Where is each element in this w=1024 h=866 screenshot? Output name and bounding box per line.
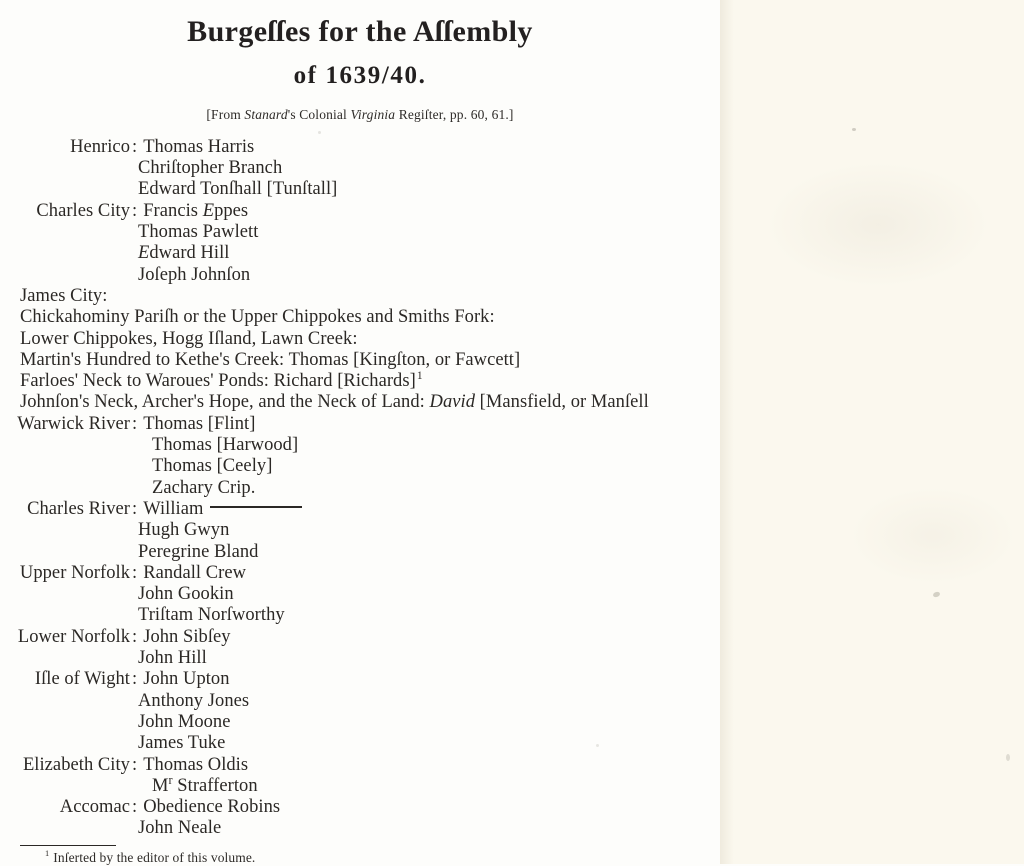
entry-name-continuation (0, 691, 720, 712)
entry-name-continuation (0, 265, 720, 286)
place-text: James City: (20, 285, 108, 306)
footnote (0, 846, 720, 866)
entry-name-italic: E (138, 243, 150, 264)
source-citation (0, 91, 720, 123)
burgess-name: Thomas [Ceely] (152, 456, 273, 477)
entry-name-continuation (0, 243, 720, 264)
entry-locality (0, 797, 720, 818)
entry-name-continuation (0, 456, 720, 477)
entry-name-continuation (0, 772, 720, 797)
entry-locality (0, 669, 720, 690)
locality-colon: : (132, 498, 138, 519)
footnote-marker: 1 (45, 849, 50, 859)
entry-name-continuation (0, 435, 720, 456)
burgess-name: John Upton (143, 669, 230, 690)
burgess-name: John Gookin (138, 584, 234, 605)
burgess-name: Joſeph Johnſon (138, 264, 251, 285)
burgess-name: Chriſtopher Branch (138, 158, 283, 179)
source-prefix: [From (206, 106, 245, 122)
burgess-name: John Hill (138, 648, 207, 669)
burgess-name: John Sibſey (143, 626, 231, 647)
entry-name-continuation (0, 648, 720, 669)
entry-locality (0, 755, 720, 776)
source-author: Stanard (244, 106, 288, 122)
burgess-name: Obedience Robins (143, 797, 281, 818)
burgess-name: Hugh Gwyn (138, 520, 230, 541)
source-suffix: Regiſter, pp. 60, 61.] (395, 106, 514, 122)
entry-place-line (0, 307, 720, 328)
entry-place-line (0, 286, 720, 307)
entry-place-line (0, 350, 720, 371)
entry-place-line (0, 371, 720, 392)
footnote-marker: 1 (416, 370, 423, 382)
burgess-name: Edward Hill (138, 243, 230, 264)
entry-name-continuation (0, 158, 720, 179)
burgess-name: John Moone (138, 711, 231, 732)
abbreviation-superscript: r (168, 772, 173, 787)
entry-name-italic: David (429, 392, 475, 413)
burgess-entry-list (0, 123, 720, 840)
facing-page-gutter (720, 0, 1024, 864)
place-text-tail: [Mansfield, or Manſell (475, 392, 649, 413)
place-text: Farloes' Neck to Waroues' Ponds: Richard [Richards] (20, 371, 416, 392)
burgess-name: $M^r$ Strafferton (152, 772, 258, 796)
page-title-line1: Burgeſſes for the Aſſembly (187, 15, 533, 48)
entry-name-continuation (0, 584, 720, 605)
entry-name-continuation (0, 605, 720, 626)
locality-label: Iſle of Wight (34, 669, 130, 690)
burgess-name: Thomas [Harwood] (152, 435, 299, 456)
locality-label: Charles City (36, 200, 130, 221)
locality-label: Henrico (70, 136, 130, 157)
place-text: Chickahominy Pariſh or the Upper Chippokes and Smiths Fork: (20, 307, 495, 328)
locality-colon: : (132, 754, 138, 775)
burgess-name: Anthony Jones (138, 690, 250, 711)
locality-colon: : (132, 136, 138, 157)
source-work: Virginia (350, 106, 396, 122)
burgess-name: Thomas Pawlett (138, 222, 259, 243)
place-text: Martin's Hundred to Kethe's Creek: Thomas [Kingſton, or Fawcett] (20, 349, 521, 370)
burgess-name: Thomas [Flint] (143, 413, 256, 434)
scan-speck (852, 128, 856, 131)
entry-locality (0, 201, 720, 222)
entry-locality (0, 414, 720, 435)
place-text: Johnſon's Neck, Archer's Hope, and the Neck of Land: (20, 392, 430, 413)
locality-colon: : (132, 200, 138, 221)
burgess-name: Zachary Crip. (152, 477, 256, 498)
burgess-name: Randall Crew (143, 562, 247, 583)
burgess-name: Thomas Oldis (143, 754, 249, 775)
entry-locality (0, 563, 720, 584)
locality-label: Accomac (59, 797, 130, 818)
burgess-name: Thomas Harris (143, 136, 255, 157)
locality-label: Warwick River (17, 413, 130, 434)
entry-name-continuation (0, 733, 720, 754)
locality-colon: : (132, 626, 138, 647)
burgess-name: Edward Tonſhall [Tunſtall] (138, 179, 338, 200)
locality-colon: : (132, 413, 138, 434)
locality-colon: : (132, 562, 138, 583)
burgess-name: William (143, 499, 302, 519)
locality-label: Lower Norfolk (17, 626, 130, 647)
locality-colon: : (132, 797, 138, 818)
missing-surname-rule (210, 506, 302, 508)
scan-speck (1006, 754, 1010, 761)
entry-name-continuation (0, 179, 720, 200)
locality-label: Elizabeth City (22, 754, 130, 775)
page-title (0, 0, 720, 91)
burgess-name: Triſtam Norſworthy (138, 605, 285, 626)
source-mid: 's Colonial (287, 106, 351, 122)
locality-label: Upper Norfolk (19, 562, 130, 583)
entry-locality (0, 627, 720, 648)
burgess-name: Peregrine Bland (138, 541, 259, 562)
entry-name-continuation (0, 222, 720, 243)
entry-name-continuation (0, 520, 720, 541)
burgess-name: Francis Eppes (143, 200, 249, 221)
place-text: Lower Chippokes, Hogg Iſland, Lawn Creek: (20, 328, 358, 349)
entry-locality (0, 137, 720, 158)
entry-place-line (0, 392, 720, 413)
entry-name-continuation (0, 818, 720, 839)
entry-name-continuation (0, 542, 720, 563)
entry-name-continuation (0, 712, 720, 733)
burgess-name: John Neale (138, 818, 222, 839)
entry-locality (0, 499, 720, 520)
burgess-name: James Tuke (138, 733, 226, 754)
footnote-text: Inſerted by the editor of this volume. (53, 849, 256, 865)
locality-colon: : (132, 669, 138, 690)
entry-place-line (0, 329, 720, 350)
entry-name-italic: E (202, 200, 215, 221)
locality-label: Charles River (27, 498, 130, 519)
page-title-line2: of 1639/40. (293, 62, 427, 90)
entry-name-continuation (0, 478, 720, 499)
